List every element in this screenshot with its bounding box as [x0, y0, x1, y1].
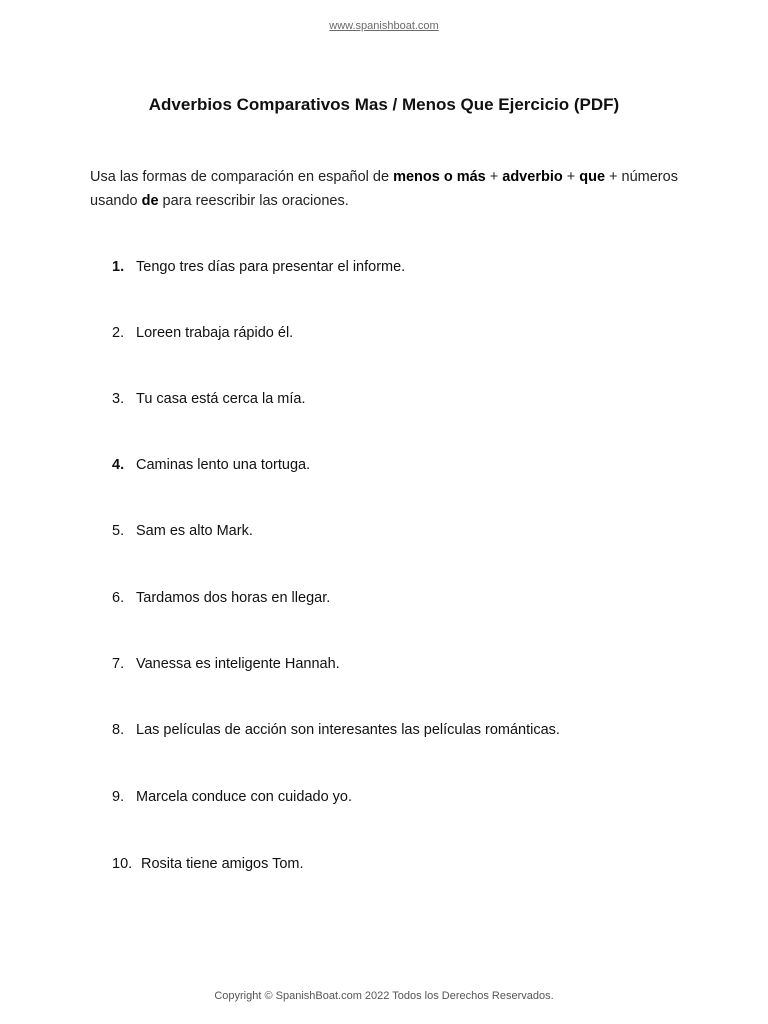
exercise-sentence: Sam es alto Mark. — [136, 523, 253, 539]
page-title: Adverbios Comparativos Mas / Menos Que Ejercicio (PDF) — [148, 95, 620, 114]
instructions-bold-text: que — [579, 169, 606, 185]
instructions-text: + — [485, 169, 503, 185]
instructions-bold-text: adverbio — [502, 169, 563, 185]
instructions-bold-text: de — [141, 193, 159, 209]
exercise-sentence: Tu casa está cerca la mía. — [136, 391, 306, 407]
exercise-number: 6. — [112, 590, 125, 606]
exercise-sentence: Rosita tiene amigos Tom. — [141, 856, 304, 872]
exercise-number: 10. — [112, 856, 133, 872]
copyright-footer: Copyright © SpanishBoat.com 2022 Todos los Derechos Reservados. — [214, 990, 554, 1002]
exercise-sentence: Las películas de acción son interesantes las películas románticas. — [136, 722, 560, 738]
exercise-number: 7. — [112, 656, 125, 672]
exercise-number: 3. — [112, 391, 125, 407]
exercise-sentence: Loreen trabaja rápido él. — [136, 325, 294, 341]
exercise-sentence: Tengo tres días para presentar el informe. — [136, 259, 406, 275]
exercise-number: 4. — [112, 457, 125, 473]
exercise-sentence: Tardamos dos horas en llegar. — [136, 590, 331, 606]
site-link[interactable]: www.spanishboat.com — [329, 20, 439, 32]
exercise-number: 1. — [112, 259, 125, 275]
exercise-number: 2. — [112, 325, 125, 341]
instructions-text: + — [562, 169, 580, 185]
exercise-number: 5. — [112, 523, 125, 539]
instructions-text: para reescribir las oraciones. — [158, 193, 349, 209]
instructions-bold-text: menos o más — [393, 169, 486, 185]
exercise-sentence: Vanessa es inteligente Hannah. — [136, 656, 340, 672]
instructions-text: + números usando — [90, 169, 678, 209]
instructions-text: Usa las formas de comparación en español de — [90, 169, 394, 185]
exercise-number: 8. — [112, 722, 125, 738]
exercise-sentence: Caminas lento una tortuga. — [136, 457, 311, 473]
instructions-paragraph — [90, 165, 690, 213]
exercise-number: 9. — [112, 789, 125, 805]
exercise-sentence: Marcela conduce con cuidado yo. — [136, 789, 353, 805]
